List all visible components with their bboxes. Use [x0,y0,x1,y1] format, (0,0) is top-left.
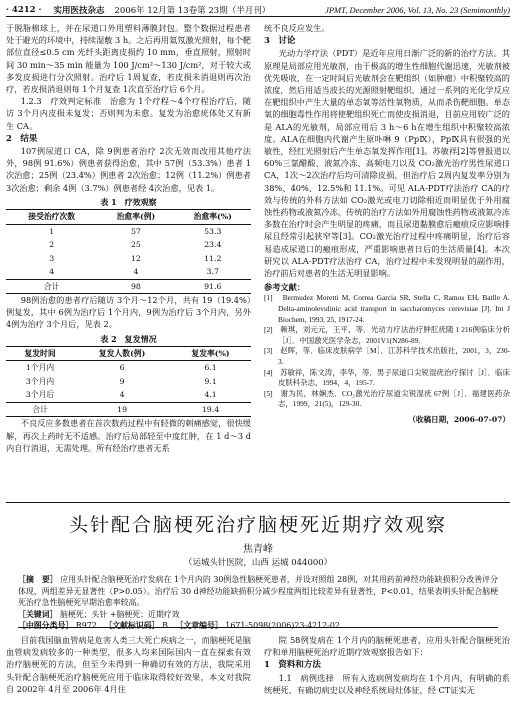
classification-line [18,620,498,632]
table-total-row [6,402,251,417]
article-author: 焦青峰 [243,544,273,555]
abstract-rule [18,627,498,628]
table-row [6,238,251,252]
cell: 4 [133,267,139,277]
cell: 6 [119,363,125,373]
table-header: 治愈率(例) [116,212,156,222]
cell: 3个月后 [25,390,55,400]
cell: 1 [49,226,55,236]
paragraph: 98例治愈的患者疗后随访 3个月～12个月，共有 19（19.4%）例复发，其中 6例为治疗后 1个月内，9例为治疗后 3个月内，另外 4例为治疗 3个月后，见表 2。 [6,295,251,330]
paragraph: 统不良反应发生。 [264,23,330,33]
cell: 25 [130,240,141,250]
table-row [6,252,251,266]
criteria-paragraph: 1.2.3 疗效判定标准 治愈为 1个疗程～4个疗程治疗后，随访 3个月内皮损未复发；否则判为未愈。复发为治愈疣体处又有新生 CA。 [6,96,251,131]
cell: 57 [130,226,141,236]
abstract-block [18,574,498,632]
reference-item: [1] Bermudez Moretti M, Correa Garcia SR, Stella C, Ramos EH, Batlle A. Delta-aminolevulinic acid transport in saccharomyces cerevisiae [J]. Int J Biochem, 1993, 25, 1917-24. [264,293,510,324]
table2-caption: 表 2 复发情况 [100,333,157,344]
cell: 2 [49,240,55,250]
id-label: ［文章编号］ [175,621,223,630]
table-header: 复发人数(例) [98,348,146,358]
article-affiliation: （运城头针医院，山西 运城 044000） [183,558,333,568]
paragraph: 107例尿道口 CA，除 9例患者治疗 2次无效而改用其他疗法外，98例 91.6%）例患者获得治愈，其中 57例（53.3%）患者 1次治愈；25例（23.4%）例患者 2次治愈；12例（11.2%）例患者 3次治愈；剩余 4例（3.7%）例患者经 4次治愈，见表 1。 [6,146,251,193]
article-left-column [6,634,251,695]
cell: 9 [119,376,125,386]
table-header: 复发时间 [24,348,56,358]
keywords-label: ［关键词］ [18,609,58,619]
cell: 11.2 [204,253,222,263]
cell: 4.1 [204,390,217,400]
running-header [6,4,510,17]
doc-value: B [162,621,168,630]
table-header: 复发率(%) [191,348,230,358]
paragraph: 于脱脂棉球上，并在尿道口外用塑料薄膜封包。整个数据过程患者处于避光的环境中，持续湿敷 3 h。之后再用氦氖激光照射，每个靶部位直径≤0.5 cm 光纤头距离皮损约 10 mm，垂直照射，照射时间 30 min～35 min 能量为 100 J/cm²～130 J/cm²，对于较大或多发皮损进行分次照射。治疗后 1周复查，若皮损未消退则再次治疗，若皮损消退则每 1个月复查 1次直至治疗后 6个月。 [6,23,251,95]
reference-item: [4] 苏敏祥，陈文涛，李华，等．男子尿道口尖锐湿疣治疗探讨［J］．临床皮肤科杂志，1994，4，195-7. [264,367,510,388]
table-row [6,265,251,279]
article-right-column [264,634,510,696]
cell: 1个月内 [25,363,55,373]
keywords-line [18,609,498,621]
section-heading-results: 2 结果 [6,133,38,144]
keywords-text: 脑梗死；头针 +脑梗死；近期疗效 [59,609,180,619]
left-column [6,22,251,454]
abstract-text: 应用头针配合脑梗死治疗发病在 1个月内的 30例急性脑梗死患者，并设对照组 28例，对其用药前神经功能缺损积分改善评分体现，两组差异无显著性（P>0.05）。治疗后 30 d神经功能缺损积分减少程度两组比较差异有显著性，P<0.01，结果表明头针配合脑梗死治疗急性脑梗死早期治愈率较高。 [18,575,498,607]
paragraph: 1.1 病例选择 所有入选病例发病均在 1个月内，有明确的系统梗死、有确切病史以及神经系统局灶体征，经 CT证实无 [264,672,510,695]
cell: 23.4 [204,240,222,250]
table-row [6,388,251,402]
table1-caption: 表 1 疗效观察 [100,196,157,207]
cell: 合计 [43,281,60,291]
paragraph: 不良反应多数患者在首次数药过程中有轻微的刺痛感觉，很快缓解，再次上药时无不适感。治疗后局部轻至中度红肿，在 1 d～3 d内自行消退，无需处理。所有经治疗患者无系 [6,418,251,453]
cell: 9.1 [204,376,217,386]
paragraph: 光动力学疗法（PDT）是近年应用日渐广泛的新的治疗方法。其原理是局部应用光敏剂，由于极高的增生性细胞代谢迅速，光敏剂被优先吸收，在一定时间后光敏剂会在靶组织（如肿瘤）中积聚较高的浓度，然后用适当波长的光源照射靶组织，通过一系列的光化学反应在靶组织中产生大量的单态氧等活性氧物质，从而杀伤靶细胞。单态氧的细胞毒性作用将使靶组织死亡而使皮损消退，目前应用较广泛的是 ALA的光敏剂，局部应用后 3 h～6 h在增生组织中积聚较高浓度。ALA在细胞内代谢产生原卟啉 9（PpⅨ），PpⅨ具有很强的光敏性，经红光照射后产生单态氧发挥作用[1]。苏敏祥[2]等曾报道以 60%三氯醋酸、液氮冷冻、高频电刀以及 CO₂激光治疗男性尿道口 CA，1次～2次治疗后均可清除皮损，但治疗后 2周内复发率分别为 38%、40%、12.5%和 11.1%。可见 ALA-PDT疗法治疗 CA的疗效与传统的外科方法如 CO₂激光或电刀切除相近而明显优于外用腐蚀性药物或液氮冷冻。传统的治疗方法如外用腐蚀性药物或液氮冷冻多数在治疗时会产生明显的疼痛，而且尿道黏膜愈后瘢痕反应影响排尿且经常引起狭窄等[3]。CO₂激光治疗过程中疼痛明显，治疗后容易造成尿道口的瘢痕形成，严重影响患者日后的生活质量[4]。本次研究以 ALA-PDT疗法治疗 CA，治疗过程中未发现明显的副作用，治疗前后对患者的生活无明显影响。 [264,48,510,279]
cell: 12 [130,253,141,263]
abstract-label: ［摘 要］ [18,575,58,584]
paragraph: 目前我国脑血管病是危害人类三大死亡疾病之一，而脑梗死是脑血管病发病较多的一种类型，很多人均来国际国内一直在探索有效治疗脑梗死的方法，但至今未得到一种确切有效的方法，我院采用头针配合脑梗死治疗脑梗死应用于临床取得较好效果，本文对我院自 2002年 4月至 2006年 4月住 [6,635,251,694]
table2 [6,346,251,418]
cell: 3 [49,253,55,263]
cell: 19.4 [201,404,220,414]
references-heading: 参考文献： [264,282,305,293]
table1 [6,209,251,294]
article-separator [6,502,510,503]
doc-label: ［文献标识码］ [104,621,160,630]
issue-info: 2006年 12月第 13卷第 23期（半月刊） [114,6,271,16]
journal-name: 实用医技杂志 [53,6,105,16]
right-column [264,22,510,426]
reference-item: [5] 谢为民，林娴杰．CO₂激光治疗尿道尖锐湿疣 67例［J］．福建医药杂志，1999，21(5)，129-30. [264,388,510,409]
journal-english: JPMT, December 2006, Vol. 13, No. 23 (Semimonthly) [325,5,510,15]
cell: 91.6 [204,281,222,291]
reference-item: [3] 赵晖，等．临床皮肤病学［M］．江苏科学技术出版社，2001，3，230-3. [264,346,510,367]
cls-value: R972 [75,621,97,630]
table-row [6,375,251,389]
article-title: 头针配合脑梗死治疗脑梗死近期疗效观察 [68,514,447,536]
cell: 4 [119,390,125,400]
section-heading-discussion: 3 讨论 [264,36,296,47]
table-total-row [6,279,251,294]
received-date: （收稿日期，2006-07-07） [408,415,510,424]
cell: 19 [117,404,128,414]
table-header: 接受治疗次数 [28,212,76,222]
section-heading-methods: 1 资料和方法 [264,660,321,671]
page-number: · 4212 · [6,5,42,15]
cls-label: ［中图分类号］ [18,621,74,630]
cell: 3个月内 [25,376,55,386]
cell: 合计 [32,404,48,414]
cell: 6.1 [204,363,217,373]
table-row [6,224,251,238]
table-row [6,361,251,375]
cell: 53.3 [204,226,222,236]
reference-item: [2] 赖琪，刘元元，王平，等．光动力疗法治疗肿肛疣随 1 216例临床分析［J］．中国激光医学杂志，2001V1(N286-89. [264,325,510,345]
id-value: 1671-5098(2006)23-4212-02 [225,621,340,630]
cell: 4 [49,267,55,277]
cell: 98 [130,281,141,291]
paragraph: 院 58例发病在 1个月内的脑梗死患者，应用头针配合脑梗死治疗和单用脑梗死治疗近期疗效观察报告如下： [264,635,510,658]
table-header: 治愈率(%) [193,212,232,222]
cell: 3.7 [206,267,219,277]
